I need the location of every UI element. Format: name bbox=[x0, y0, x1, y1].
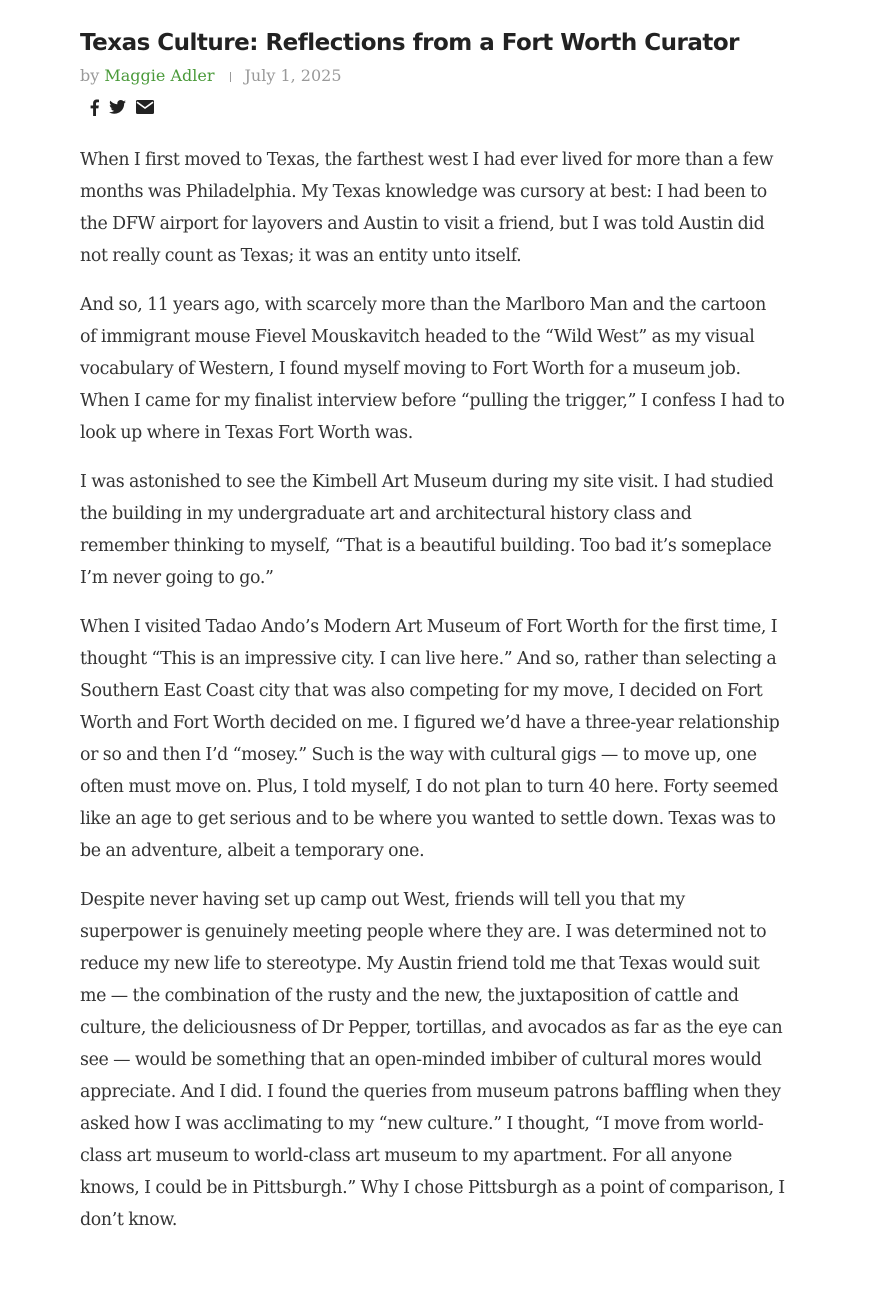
paragraph: When I visited Tadao Ando’s Modern Art Museum of Fort Worth for the first time, I thought “This is an impressive city. I can live here.” And so, rather than selecting a Southern East Coast city that was also competing for my move, I decided on Fort Worth and Fort Worth decided on me. I figured we’d have a three-year relationship or so and then I’d “mosey.” Such is the way with cultural gigs — to move up, one often must move on. Plus, I told myself, I do not plan to turn 40 here. Forty seemed like an age to get serious and to be where you wanted to settle down. Texas was to be an adventure, albeit a temporary one. bbox=[80, 617, 780, 861]
paragraph: And so, 11 years ago, with scarcely more than the Marlboro Man and the cartoon of immigrant mouse Fievel Mouskavitch headed to the “Wild West” as my visual vocabulary of Western, I found myself moving to Fort Worth for a museum job. When I came for my finalist interview before “pulling the trigger,” I confess I had to look up where in Texas Fort Worth was. bbox=[80, 295, 785, 443]
article-meta bbox=[80, 63, 785, 89]
byline-prefix: by bbox=[80, 66, 100, 85]
meta-divider bbox=[230, 72, 231, 82]
article-body bbox=[80, 144, 785, 1236]
article bbox=[80, 26, 785, 1253]
share-bar bbox=[80, 97, 785, 117]
publish-date: July 1, 2025 bbox=[244, 66, 342, 85]
twitter-icon[interactable] bbox=[109, 100, 126, 114]
paragraph: I was astonished to see the Kimbell Art Museum during my site visit. I had studied the building in my undergraduate art and architectural history class and remember thinking to myself, “That is a beautiful building. Too bad it’s someplace I’m never going to go.” bbox=[80, 472, 774, 588]
envelope-icon[interactable] bbox=[136, 100, 154, 114]
author-link[interactable]: Maggie Adler bbox=[104, 66, 215, 85]
article-title: Texas Culture: Reflections from a Fort Worth Curator bbox=[80, 30, 740, 56]
paragraph: When I first moved to Texas, the farthest west I had ever lived for more than a few months was Philadelphia. My Texas knowledge was cursory at best: I had been to the DFW airport for layovers and Austin to visit a friend, but I was told Austin did not really count as Texas; it was an entity unto itself. bbox=[80, 150, 774, 266]
paragraph: Despite never having set up camp out West, friends will tell you that my superpower is genuinely meeting people where they are. I was determined not to reduce my new life to stereotype. My Austin friend told me that Texas would suit me — the combination of the rusty and the new, the juxtaposition of cattle and culture, the deliciousness of Dr Pepper, tortillas, and avocados as far as the eye can see — would be something that an open-minded imbiber of cultural mores would appreciate. And I did. I found the queries from museum patrons baffling when they asked how I was acclimating to my “new culture.” I thought, “I move from world-class art museum to world-class art museum to my apartment. For all anyone knows, I could be in Pittsburgh.” Why I chose Pittsburgh as a point of comparison, I don’t know. bbox=[80, 890, 785, 1230]
facebook-icon[interactable] bbox=[90, 99, 99, 116]
